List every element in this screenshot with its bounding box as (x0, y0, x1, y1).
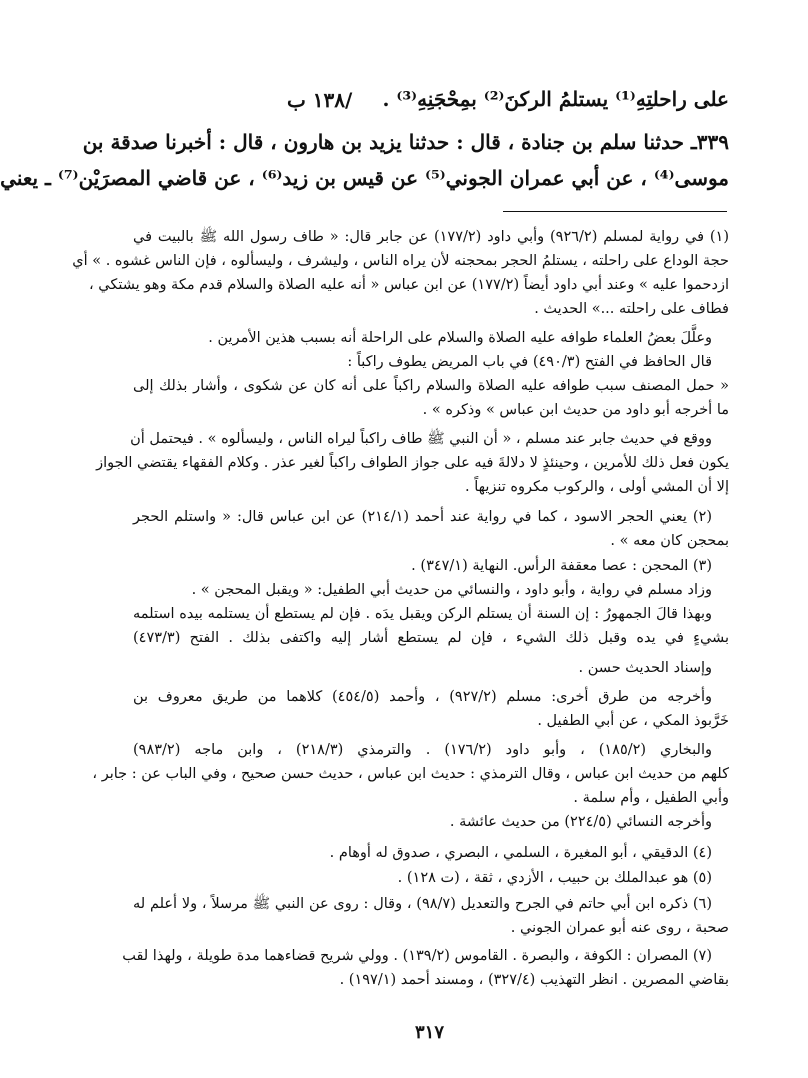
footnote-line: وأخرجه النسائي (٢٢٤/٥) من حديث عائشة . (449, 814, 712, 830)
footnote-line: (١) في رواية لمسلم (٩٢٦/٢) وأبي داود (١٧٧/٢) عن جابر قال: « طاف رسول الله ﷺ بالبيت في (133, 229, 729, 245)
main-text-line: موسى⁽⁴⁾ ، عن أبي عمران الجوني⁽⁵⁾ عن قيس بن زيد⁽⁶⁾ ، عن قاضي المصرَيْن⁽⁷⁾ ـ يعني (0, 166, 729, 190)
footnote-line: ازدحموا عليه » وعند أبي داود أيضاً (١٧٧/٢) عن ابن عباس « أنه عليه الصلاة والسلام قدم مكة وهو يشتكي ، (88, 277, 729, 293)
footnote-divider (503, 211, 727, 212)
folio-reference: /١٣٨ ب (287, 88, 353, 112)
footnote-line: والبخاري (١٨٥/٢) ، وأبو داود (١٧٦/٢) . والترمذي (٢١٨/٣) ، وابن ماجه (٩٨٣/٢) (133, 742, 712, 758)
footnote-line: (٧) المصران : الكوفة ، والبصرة . القاموس (١٣٩/٢) . وولي شريح قضاءهما مدة طويلة ، ولهذا لقب (122, 948, 712, 964)
footnote-line: خَرَّبوذ المكي ، عن أبي الطفيل . (537, 713, 729, 729)
footnote-line: ووقع في حديث جابر عند مسلم ، « أن النبي ﷺ طاف راكباً ليراه الناس ، وليسألوه » . فيحتمل أن (130, 431, 712, 447)
footnote-line: وزاد مسلم في رواية ، وأبو داود ، والنسائي من حديث أبي الطفيل: « ويقبل المحجن » . (191, 582, 712, 598)
footnote-line: بمحجن كان معه » . (610, 533, 729, 549)
footnote-line: (٤) الدقيقي ، أبو المغيرة ، السلمي ، البصري ، صدوق له أوهام . (329, 845, 712, 861)
footnote-line: وإسناد الحديث حسن . (578, 660, 712, 676)
footnote-line: « حمل المصنف سبب طوافه عليه الصلاة والسلام راكباً على أنه كان عن شكوى ، وأشار بذلك إلى (133, 378, 729, 394)
footnote-line: (٦) ذكره ابن أبي حاتم في الجرح والتعديل (٩٨/٧) ، وقال : روى عن النبي ﷺ مرسلاً ، ولا أعلم له (133, 896, 712, 912)
footnote-line: (٢) يعني الحجر الاسود ، كما في رواية عند أحمد (٢١٤/١) عن ابن عباس قال: « واستلم الحجر (133, 509, 712, 525)
footnote-line: وعلَّلَ بعضُ العلماء طوافه عليه الصلاة والسلام على الراحلة أنه بسبب هذين الأمرين . (208, 330, 712, 346)
footnote-line: إلا أن المشي أولى ، والركوب مكروه تنزيهاً . (465, 479, 729, 495)
footnote-line: وأبي الطفيل ، وأم سلمة . (573, 790, 729, 806)
footnote-line: قال الحافظ في الفتح (٤٩٠/٣) في باب المريض يطوف راكباً : (347, 354, 712, 370)
footnote-line: وبهذا قالَ الجمهورُ : إن السنة أن يستلم الركن ويقبل يدَه . فإن لم يستطع أن يستلمه بيده استلمه (133, 606, 712, 622)
footnote-line: بشيءٍ في يده وقبل ذلك الشيء ، فإن لم يستطع أشار إليه واكتفى بذلك . الفتح (٤٧٣/٣) (133, 630, 729, 646)
footnote-line: (٣) المحجن : عصا معقفة الرأس. النهاية (٣٤٧/١) . (411, 558, 712, 574)
footnote-line: حجة الوداع على راحلته ، يستلمُ الحجر بمحجنه لأن يراه الناس ، وليشرف ، وليسألوه ، فإن الناس غشوه . » أي (72, 253, 729, 269)
footnote-line: فطاف على راحلته ...» الحديث . (534, 301, 729, 317)
main-text-line: ٣٣٩ـ حدثنا سلم بن جنادة ، قال : حدثنا يزيد بن هارون ، قال : أخبرنا صدقة بن (82, 130, 729, 154)
page-number: ٣١٧ (414, 1022, 444, 1043)
footnote-line: (٥) هو عبدالملك بن حبيب ، الأزدي ، ثقة ، (ت ١٢٨) . (397, 870, 712, 886)
footnote-line: وأخرجه من طرق أخرى: مسلم (٩٢٧/٢) ، وأحمد (٤٥٤/٥) كلاهما من طريق معروف بن (133, 689, 712, 705)
footnote-line: ما أخرجه أبو داود من حديث ابن عباس » وذكره » . (422, 402, 729, 418)
main-text-line: على راحلتِهِ⁽¹⁾ يستلمُ الركنَ⁽²⁾ بمِحْجَنِهِ⁽³⁾ . (382, 87, 729, 111)
footnote-line: بقاضي المصرين . انظر التهذيب (٣٢٧/٤) ، ومسند أحمد (١٩٧/١) . (339, 972, 729, 988)
footnote-line: يكون فعل ذلك للأمرين ، وحينئذٍ لا دلالةَ فيه على جواز الطواف راكباً لغير عذر . وكلام الفقهاء يقتضي الجواز (96, 455, 729, 471)
footnote-line: صحبة ، روى عنه أبو عمران الجوني . (510, 920, 729, 936)
footnote-line: كلهم من حديث ابن عباس ، وقال الترمذي : حديث ابن عباس ، حديث حسن صحيح ، وفي الباب عن : جابر ، (92, 766, 729, 782)
